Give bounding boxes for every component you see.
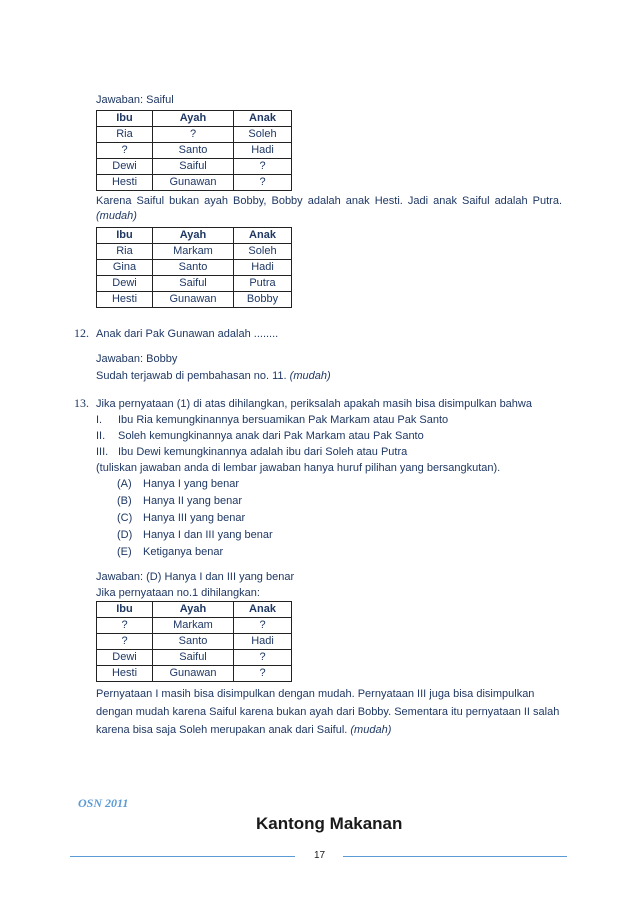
table-cell: Hadi [234,634,292,650]
statement-text: Ibu Ria kemungkinannya bersuamikan Pak Markam atau Pak Santo [118,414,449,426]
table-header-row [97,228,292,244]
table-cell: Markam [153,618,234,634]
table-cell: Santo [153,634,234,650]
table-row [97,159,292,175]
header-ayah: Ayah [153,228,234,244]
table-cell: Santo [153,260,234,276]
explanation-text: Karena Saiful bukan ayah Bobby, Bobby adalah anak Hesti. Jadi anak Saiful adalah Putra. [96,195,562,207]
table-cell: Dewi [97,276,153,292]
table-cell: Dewi [97,159,153,175]
table-cell: Soleh [234,127,292,143]
table-cell: Dewi [97,650,153,666]
table-cell: Hadi [234,143,292,159]
explanation-text: Sudah terjawab di pembahasan no. 11. [96,370,287,382]
table-cell: Hesti [97,666,153,682]
table-cell: Markam [153,244,234,260]
table-cell: Gina [97,260,153,276]
table-cell: Hesti [97,175,153,191]
table-cell: ? [234,175,292,191]
statement-label: III. [96,446,109,458]
option-text: Hanya I dan III yang benar [143,529,273,541]
answer-line: Jawaban: Saiful [96,94,174,106]
question-13-number: 13. [74,396,89,410]
table-row [97,292,292,308]
family-table-3 [96,601,292,682]
option-label: (B) [117,495,132,507]
condition-text: Jika pernyataan no.1 dihilangkan: [96,587,260,599]
table-cell: Putra [234,276,292,292]
footer-rule-right [343,856,567,857]
header-ibu: Ibu [97,228,153,244]
difficulty-label: (mudah) [350,724,392,736]
conclusion-paragraph [96,685,566,739]
header-anak: Anak [234,111,292,127]
table-row [97,634,292,650]
difficulty-label: (mudah) [96,210,137,222]
question-13-text: Jika pernyataan (1) di atas dihilangkan, periksalah apakah masih bisa disimpulkan bahwa [96,398,532,410]
question-12-text: Anak dari Pak Gunawan adalah ........ [96,328,279,340]
table-row [97,127,292,143]
option-label: (D) [117,529,133,541]
option-label: (C) [117,512,133,524]
table-header-row [97,602,292,618]
table-cell: Saiful [153,650,234,666]
header-ayah: Ayah [153,111,234,127]
footer-rule-left [70,856,295,857]
option-text: Hanya III yang benar [143,512,246,524]
footer-tag: OSN 2011 [78,796,129,810]
question-12-answer: Jawaban: Bobby [96,353,178,365]
header-anak: Anak [234,602,292,618]
table-cell: ? [234,666,292,682]
table-cell: ? [97,143,153,159]
table-cell: ? [234,618,292,634]
option-text: Hanya II yang benar [143,495,243,507]
table-cell: Gunawan [153,175,234,191]
statement-label: I. [96,414,103,426]
table-row [97,175,292,191]
table-row [97,650,292,666]
table-cell: Soleh [234,244,292,260]
question-13-answer: Jawaban: (D) Hanya I dan III yang benar [96,571,295,583]
table-cell: ? [234,650,292,666]
table-cell: ? [153,127,234,143]
table-cell: Gunawan [153,292,234,308]
header-ibu: Ibu [97,602,153,618]
table-header-row [97,111,292,127]
table-row [97,618,292,634]
table-cell: Bobby [234,292,292,308]
statement-text: Ibu Dewi kemungkinannya adalah ibu dari Soleh atau Putra [118,446,408,458]
table-cell: Hadi [234,260,292,276]
header-anak: Anak [234,228,292,244]
table-row [97,260,292,276]
table-row [97,244,292,260]
table-cell: Gunawan [153,666,234,682]
instruction-text: (tuliskan jawaban anda di lembar jawaban hanya huruf pilihan yang bersangkutan). [96,462,501,474]
option-text: Ketiganya benar [143,546,224,558]
page-number: 17 [314,850,326,861]
question-12-number: 12. [74,326,89,340]
family-table-2 [96,227,292,308]
section-title: Kantong Makanan [256,814,403,833]
table-row [97,276,292,292]
table-cell: Saiful [153,159,234,175]
table-row [97,143,292,159]
option-label: (A) [117,478,132,490]
statement-label: II. [96,430,106,442]
table-cell: Saiful [153,276,234,292]
table-cell: Ria [97,127,153,143]
conclusion-text: Pernyataan I masih bisa disimpulkan dengan mudah. Pernyataan III juga bisa disimpulkan dengan mudah karena Saiful karena bukan ayah dari Bobby. Sementara itu pernyataan II salah karena bisa saja Soleh merupakan anak dari Saiful. [96,688,560,736]
table-row [97,666,292,682]
table-cell: ? [234,159,292,175]
family-table-1 [96,110,292,191]
difficulty-label: (mudah) [289,370,331,382]
table-cell: Hesti [97,292,153,308]
table-cell: ? [97,618,153,634]
statement-text: Soleh kemungkinannya anak dari Pak Markam atau Pak Santo [118,430,424,442]
header-ayah: Ayah [153,602,234,618]
table-cell: Ria [97,244,153,260]
option-label: (E) [117,546,132,558]
question-12-explanation [96,369,331,383]
header-ibu: Ibu [97,111,153,127]
table-cell: Santo [153,143,234,159]
option-text: Hanya I yang benar [143,478,240,490]
table-cell: ? [97,634,153,650]
